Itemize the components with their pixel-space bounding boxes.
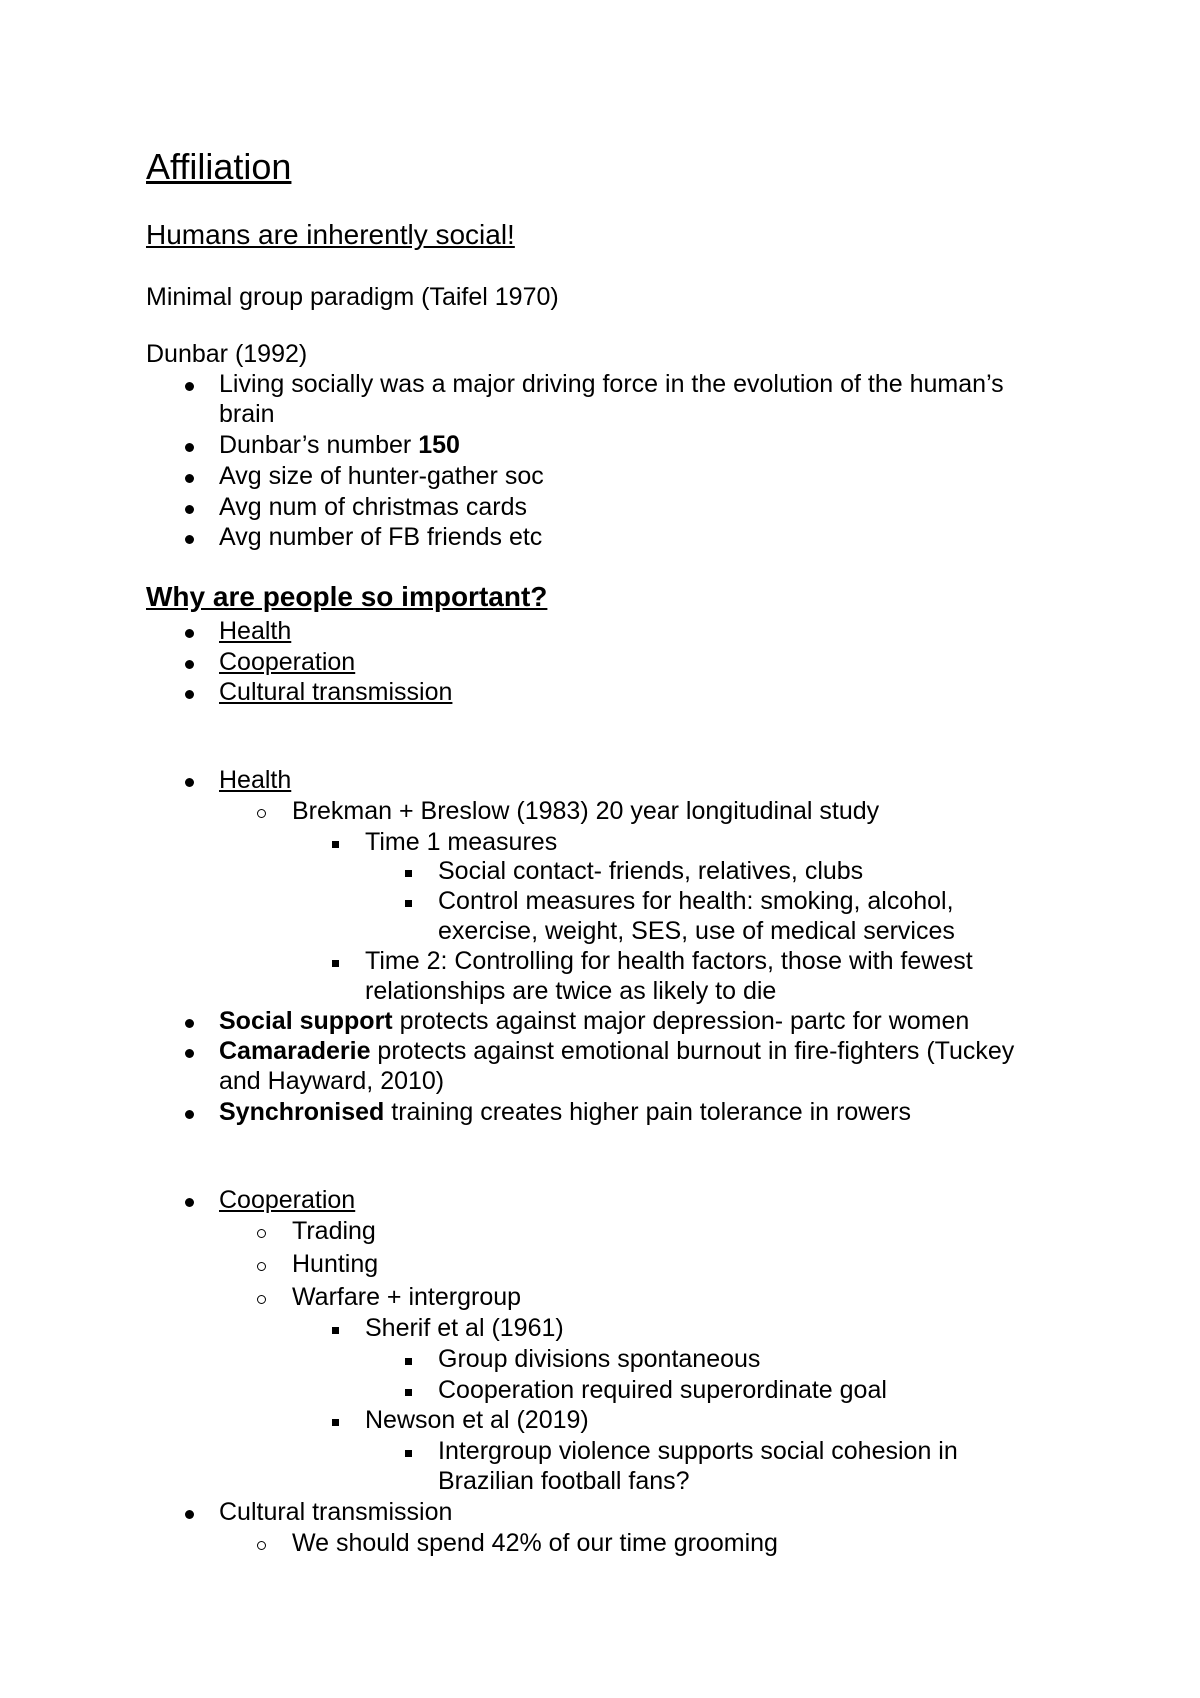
bullet-icon <box>185 778 194 787</box>
health-social-support <box>219 1006 969 1036</box>
circle-bullet-icon <box>257 809 266 818</box>
bullet-icon <box>185 535 194 544</box>
circle-bullet-icon <box>257 1541 266 1550</box>
dunbar-number-value: 150 <box>418 431 460 459</box>
cultural-label: Cultural transmission <box>219 1498 453 1526</box>
dunbar-item-2 <box>219 430 460 460</box>
cooperation-warfare: Warfare + intergroup <box>292 1283 522 1311</box>
synchronised-term: Synchronised <box>219 1098 385 1126</box>
synchronised-text: training creates higher pain tolerance in rowers <box>384 1098 912 1126</box>
why-heading: Why are people so important? <box>146 581 548 612</box>
square-bullet-icon <box>405 1450 412 1457</box>
subtitle: Humans are inherently social! <box>146 219 515 250</box>
bullet-icon <box>185 1049 194 1058</box>
dunbar-number-label: Dunbar’s number <box>219 431 419 459</box>
bullet-icon <box>185 1198 194 1207</box>
circle-bullet-icon <box>257 1295 266 1304</box>
health-time1-social-contact: Social contact- friends, relatives, clubs <box>438 857 864 885</box>
bullet-icon <box>185 1110 194 1119</box>
cooperation-newson-line-1: Intergroup violence supports social cohesion in <box>438 1437 958 1465</box>
health-time2-line-2: relationships are twice as likely to die <box>365 977 777 1005</box>
bullet-icon <box>185 505 194 514</box>
cooperation-label: Cooperation <box>219 1186 356 1214</box>
cooperation-hunting: Hunting <box>292 1250 379 1278</box>
cooperation-sherif-goal: Cooperation required superordinate goal <box>438 1376 887 1404</box>
square-bullet-icon <box>332 841 339 848</box>
health-camaraderie-line-2: and Hayward, 2010) <box>219 1067 445 1095</box>
camaraderie-term: Camaraderie <box>219 1037 371 1065</box>
circle-bullet-icon <box>257 1262 266 1271</box>
health-synchronised <box>219 1097 911 1127</box>
bullet-icon <box>185 474 194 483</box>
document-title: Affiliation <box>146 146 292 187</box>
bullet-icon <box>185 1019 194 1028</box>
social-support-term: Social support <box>219 1007 393 1035</box>
bullet-icon <box>185 690 194 699</box>
health-time1: Time 1 measures <box>365 828 558 856</box>
health-time2-line-1: Time 2: Controlling for health factors, those with fewest <box>365 947 973 975</box>
bullet-icon <box>185 382 194 391</box>
square-bullet-icon <box>405 870 412 877</box>
health-camaraderie-line-1 <box>219 1036 1014 1066</box>
cooperation-newson-line-2: Brazilian football fans? <box>438 1467 690 1495</box>
minimal-group-text: Minimal group paradigm (Taifel 1970) <box>146 283 559 311</box>
cultural-grooming: We should spend 42% of our time grooming <box>292 1529 778 1557</box>
bullet-icon <box>185 629 194 638</box>
dunbar-item-3: Avg size of hunter-gather soc <box>219 462 544 490</box>
square-bullet-icon <box>332 960 339 967</box>
dunbar-heading: Dunbar (1992) <box>146 340 308 368</box>
dunbar-item-5: Avg number of FB friends etc <box>219 523 543 551</box>
bullet-icon <box>185 1510 194 1519</box>
cooperation-sherif-divisions: Group divisions spontaneous <box>438 1345 761 1373</box>
dunbar-item-1-line-1: Living socially was a major driving force in the evolution of the human’s <box>219 370 1004 398</box>
why-item-health: Health <box>219 617 292 645</box>
bullet-icon <box>185 443 194 452</box>
cooperation-sherif: Sherif et al (1961) <box>365 1314 564 1342</box>
square-bullet-icon <box>332 1419 339 1426</box>
health-time1-control-line-2: exercise, weight, SES, use of medical services <box>438 917 955 945</box>
health-study: Brekman + Breslow (1983) 20 year longitudinal study <box>292 797 880 825</box>
circle-bullet-icon <box>257 1229 266 1238</box>
square-bullet-icon <box>405 900 412 907</box>
square-bullet-icon <box>405 1358 412 1365</box>
why-item-cultural: Cultural transmission <box>219 678 453 706</box>
dunbar-item-4: Avg num of christmas cards <box>219 493 527 521</box>
why-item-cooperation: Cooperation <box>219 648 356 676</box>
dunbar-item-1-line-2: brain <box>219 400 275 428</box>
square-bullet-icon <box>332 1327 339 1334</box>
camaraderie-text: protects against emotional burnout in fire-fighters (Tuckey <box>370 1037 1015 1065</box>
social-support-text: protects against major depression- partc for women <box>392 1007 970 1035</box>
cooperation-newson: Newson et al (2019) <box>365 1406 589 1434</box>
cooperation-trading: Trading <box>292 1217 376 1245</box>
bullet-icon <box>185 660 194 669</box>
health-time1-control-line-1: Control measures for health: smoking, alcohol, <box>438 887 954 915</box>
health-label: Health <box>219 766 292 794</box>
square-bullet-icon <box>405 1389 412 1396</box>
